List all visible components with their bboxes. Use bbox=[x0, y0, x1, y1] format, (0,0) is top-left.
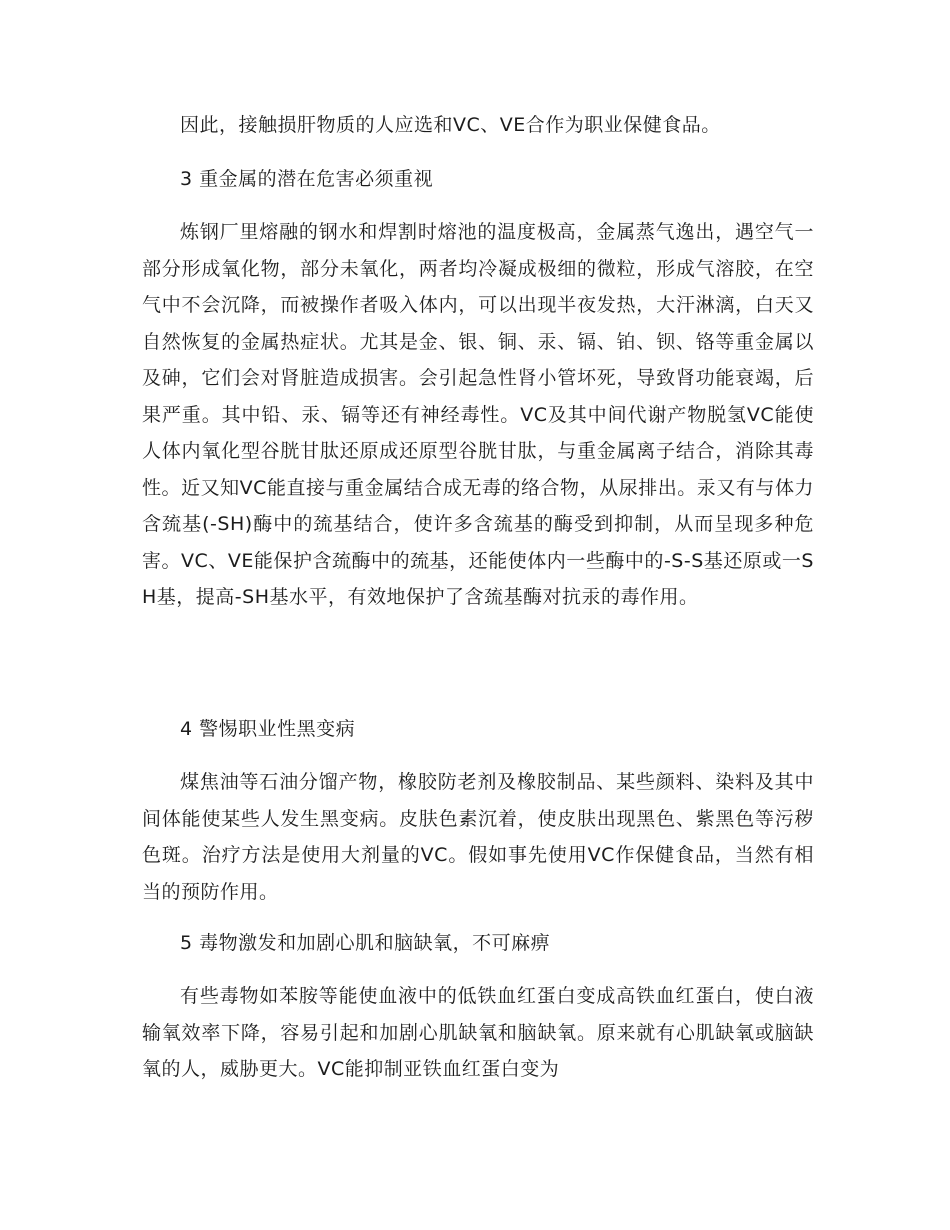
section-heading: 5 毒物激发和加剧心肌和脑缺氧，不可麻痹 bbox=[180, 932, 551, 954]
section-heading: 4 警惕职业性黑变病 bbox=[180, 718, 356, 740]
body-paragraph: 煤焦油等石油分馏产物，橡胶防老剂及橡胶制品、某些颜料、染料及其中间体能使某些人发生黑变病。皮肤色素沉着，使皮肤出现黑色、紫黑色等污秽色斑。治疗方法是使用大剂量的VC。假如事先使用VC作保健食品，当然有相当的预防作用。 bbox=[142, 771, 814, 903]
body-paragraph: 有些毒物如苯胺等能使血液中的低铁血红蛋白变成高铁血红蛋白，使白液输氧效率下降，容易引起和加剧心肌缺氧和脑缺氧。原来就有心肌缺氧或脑缺氧的人，威胁更大。VC能抑制亚铁血红蛋白变为 bbox=[142, 985, 814, 1080]
body-paragraph: 因此，接触损肝物质的人应选和VC、VE合作为职业保健食品。 bbox=[180, 114, 721, 136]
section-heading: 3 重金属的潜在危害必须重视 bbox=[180, 168, 434, 190]
body-paragraph: 炼钢厂里熔融的钢水和焊割时熔池的温度极高，金属蒸气逸出，遇空气一部分形成氧化物，部分未氧化，两者均冷凝成极细的微粒，形成气溶胶，在空气中不会沉降，而被操作者吸入体内，可以出现半夜发热，大汗淋漓，白天又自然恢复的金属热症状。尤其是金、银、铜、汞、镉、铂、钡、铬等重金属以及砷，它们会对肾脏造成损害。会引起急性肾小管坏死，导致肾功能衰竭，后果严重。其中铅、汞、镉等还有神经毒性。VC及其中间代谢产物脱氢VC能使人体内氧化型谷胱甘肽还原成还原型谷胱甘肽，与重金属离子结合，消除其毒性。近又知VC能直接与重金属结合成无毒的络合物，从尿排出。汞又有与体力含巯基(-SH)酶中的巯基结合，使许多含巯基的酶受到抑制，从而呈现多种危害。VC、VE能保护含巯酶中的巯基，还能使体内一些酶中的-S-S基还原或一SH基，提高-SH基水平，有效地保护了含巯基酶对抗汞的毒作用。 bbox=[142, 221, 814, 608]
